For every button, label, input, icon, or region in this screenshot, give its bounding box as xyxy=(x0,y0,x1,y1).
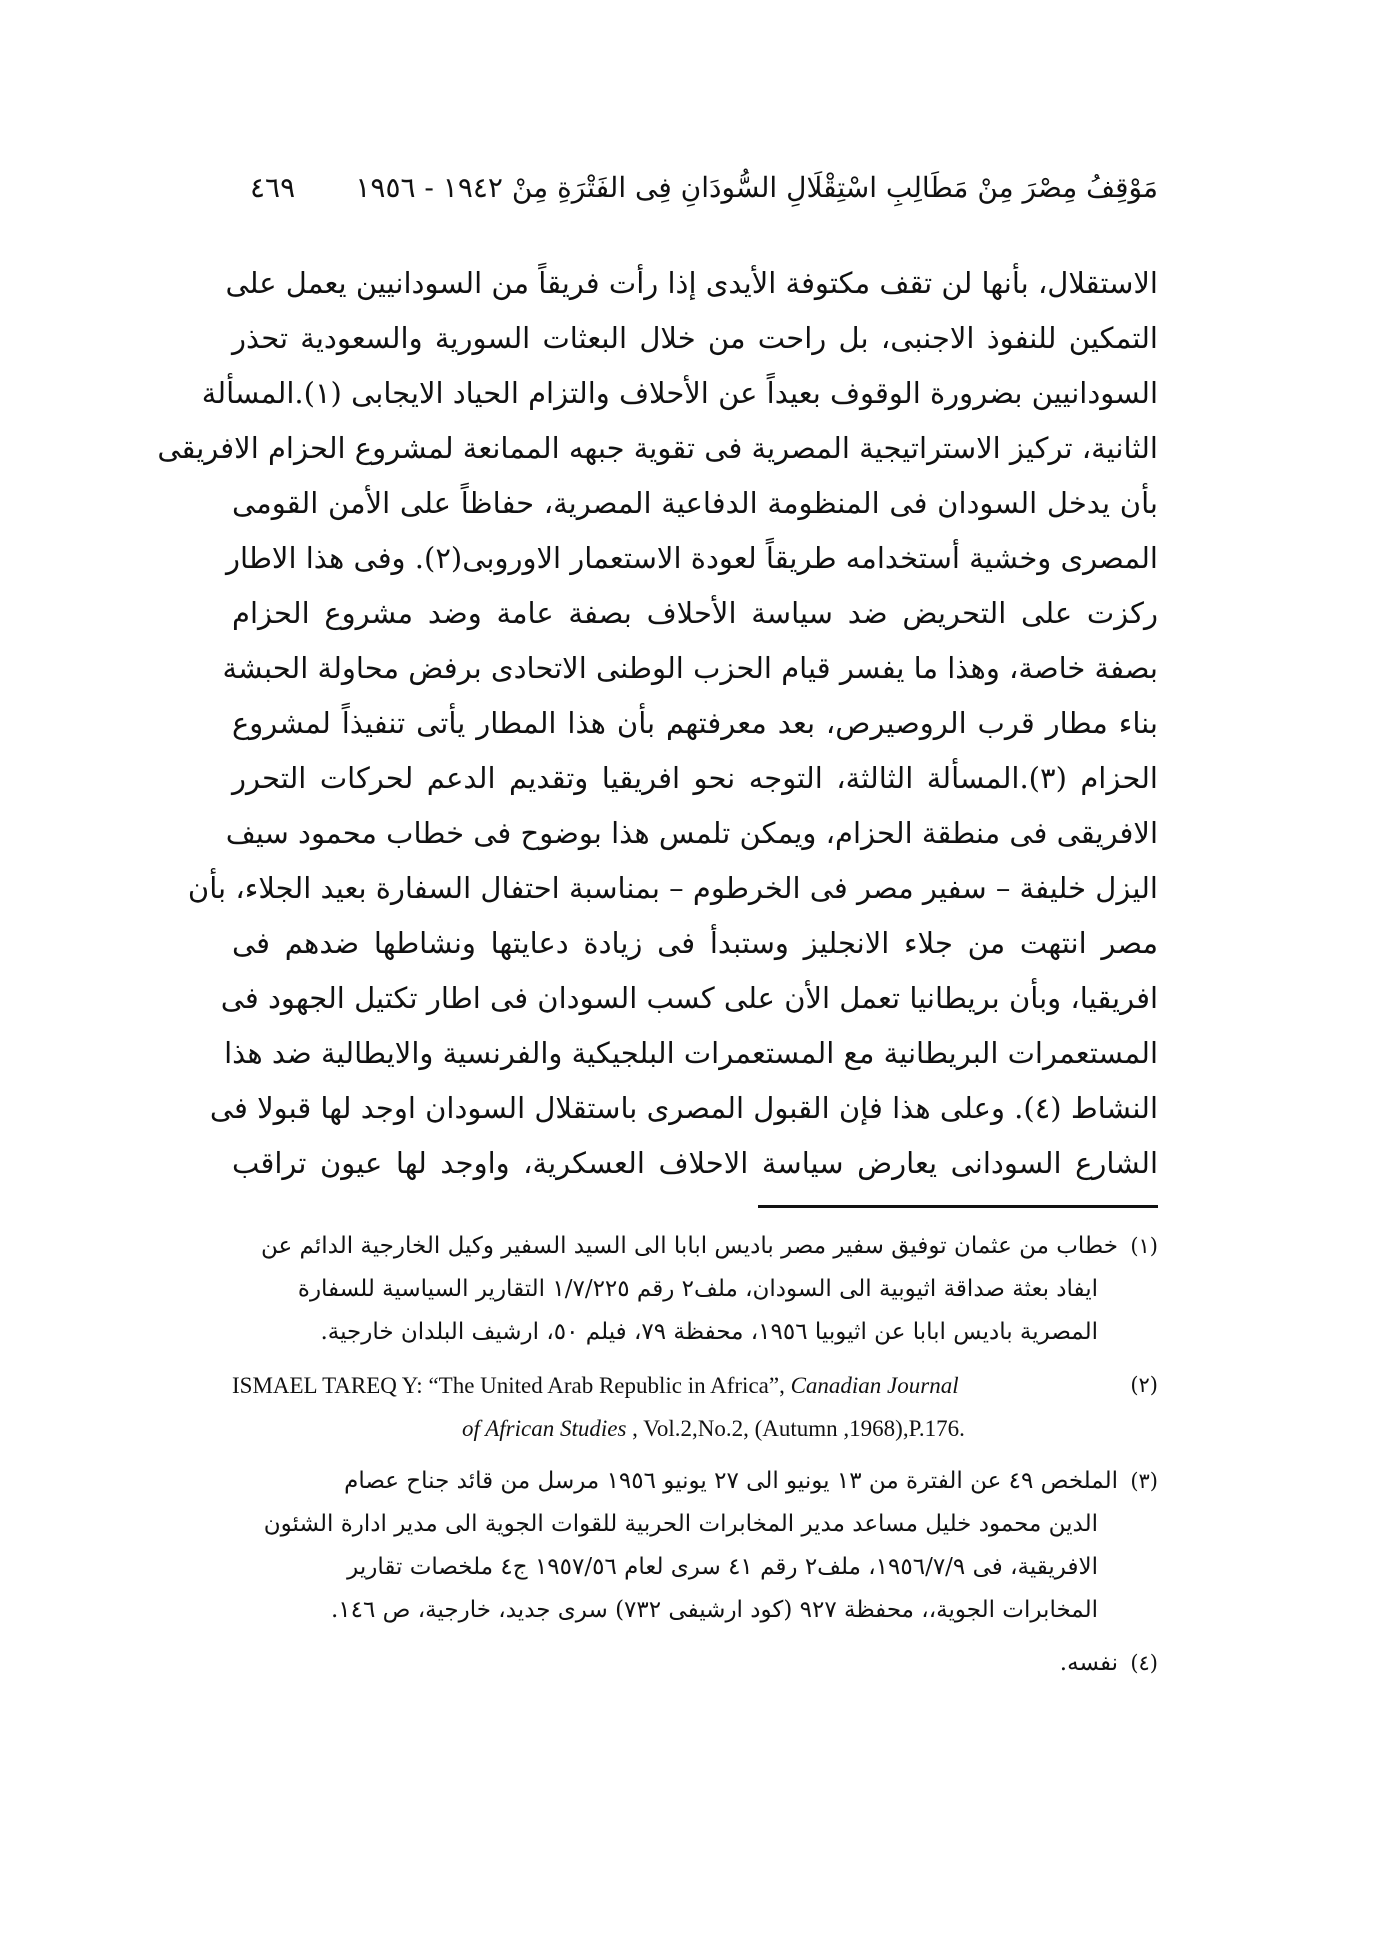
footnote-1 xyxy=(232,1225,1158,1354)
body-line: الحزام (٣).المسألة الثالثة، التوجه نحو افريقيا وتقديم الدعم لحركات التحرر xyxy=(232,761,1158,795)
footnote-journal: Canadian Journal xyxy=(790,1373,959,1398)
footnote-4 xyxy=(232,1642,1158,1685)
footnote-line: نفسه. xyxy=(1059,1650,1118,1676)
footnote-marker: (١) xyxy=(1130,1234,1158,1258)
body-line: بأن يدخل السودان فى المنظومة الدفاعية المصرية، حفاظاً على الأمن القومى xyxy=(232,486,1158,520)
footnote-separator xyxy=(758,1205,1158,1208)
body-line: السودانيين بضرورة الوقوف بعيداً عن الأحلاف والتزام الحياد الايجابى (١).المسألة xyxy=(201,376,1158,410)
footnote-line: الملخص ٤٩ عن الفترة من ١٣ يونيو الى ٢٧ يونيو ١٩٥٦ مرسل من قائد جناح عصام xyxy=(344,1468,1118,1494)
body-line: مصر انتهت من جلاء الانجليز وستبدأ فى زيادة دعايتها ونشاطها ضدهم فى xyxy=(232,926,1158,960)
footnote-details: , Vol.2,No.2, (Autumn ,1968),P.176. xyxy=(626,1416,965,1441)
footnote-line xyxy=(232,1364,1118,1407)
page-header xyxy=(232,160,1158,216)
footnote-line: ايفاد بعثة صداقة اثيوبية الى السودان، ملف٢ رقم ١/٧/٢٢٥ التقارير السياسية للسفارة xyxy=(297,1276,1098,1302)
footnote-line: المخابرات الجوية،، محفظة ٩٢٧ (كود ارشيفى ٧٣٢) سرى جديد، خارجية، ص ١٤٦. xyxy=(330,1597,1098,1623)
body-line: الاستقلال، بأنها لن تقف مكتوفة الأيدى إذا رأت فريقاً من السودانيين يعمل على xyxy=(225,266,1158,300)
page-number: ٤٦٩ xyxy=(250,171,296,204)
footnote-journal: of African Studies xyxy=(462,1416,627,1441)
body-line: بصفة خاصة، وهذا ما يفسر قيام الحزب الوطنى الاتحادى برفض محاولة الحبشة xyxy=(222,651,1158,685)
body-line: افريقيا، وبأن بريطانيا تعمل الأن على كسب السودان فى اطار تكتيل الجهود فى xyxy=(220,981,1158,1015)
body-line: الافريقى فى منطقة الحزام، ويمكن تلمس هذا بوضوح فى خطاب محمود سيف xyxy=(225,816,1158,850)
body-line: الثانية، تركيز الاستراتيجية المصرية فى تقوية جبهه الممانعة لمشروع الحزام الافريقى xyxy=(157,431,1158,465)
body-line: النشاط (٤). وعلى هذا فإن القبول المصرى باستقلال السودان اوجد لها قبولا فى xyxy=(209,1091,1158,1125)
footnote-2 xyxy=(232,1364,1158,1450)
footnote-line: الدين محمود خليل مساعد مدير المخابرات الحربية للقوات الجوية الى مدير ادارة الشئون xyxy=(263,1511,1098,1537)
footnote-line xyxy=(462,1407,1118,1450)
footnote-marker: (٣) xyxy=(1130,1469,1158,1493)
footnote-marker: (٤) xyxy=(1130,1651,1158,1675)
body-line: ركزت على التحريض ضد سياسة الأحلاف بصفة عامة وضد مشروع الحزام xyxy=(232,596,1158,630)
footnote-line: الافريقية، فى ١٩٥٦/٧/٩، ملف٢ رقم ٤١ سرى لعام ١٩٥٧/٥٦ ج٤ ملخصات تقارير xyxy=(347,1554,1098,1580)
footnote-line: المصرية باديس ابابا عن اثيوبيا ١٩٥٦، محفظة ٧٩، فيلم ٥٠، ارشيف البلدان خارجية. xyxy=(320,1319,1098,1345)
body-line: الشارع السودانى يعارض سياسة الاحلاف العسكرية، واوجد لها عيون تراقب xyxy=(232,1146,1158,1180)
running-title: مَوْقِفُ مِصْرَ مِنْ مَطَالِبِ اسْتِقْلَالِ السُّودَانِ فِى الفَتْرَةِ مِنْ ١٩٤٢ - ١٩٥٦ xyxy=(355,171,1158,204)
body-line: اليزل خليفة – سفير مصر فى الخرطوم – بمناسبة احتفال السفارة بعيد الجلاء، بأن xyxy=(187,871,1158,905)
body-text xyxy=(157,256,1158,1191)
footnote-line: خطاب من عثمان توفيق سفير مصر باديس ابابا الى السيد السفير وكيل الخارجية الدائم عن xyxy=(260,1233,1118,1259)
footnote-marker: (٢) xyxy=(1130,1373,1158,1397)
footnote-author: ISMAEL TAREQ Y: “The United Arab Republic in Africa”, xyxy=(232,1373,791,1398)
body-line: التمكين للنفوذ الاجنبى، بل راحت من خلال البعثات السورية والسعودية تحذر xyxy=(232,321,1158,355)
body-line: بناء مطار قرب الروصيرص، بعد معرفتهم بأن هذا المطار يأتى تنفيذاً لمشروع xyxy=(232,706,1158,740)
body-line: المستعمرات البريطانية مع المستعمرات البلجيكية والفرنسية والايطالية ضد هذا xyxy=(224,1036,1158,1070)
body-line: المصرى وخشية أستخدامه طريقاً لعودة الاستعمار الاوروبى(٢). وفى هذا الاطار xyxy=(226,541,1158,575)
footnote-3 xyxy=(232,1460,1158,1632)
footnotes xyxy=(232,1225,1158,1695)
